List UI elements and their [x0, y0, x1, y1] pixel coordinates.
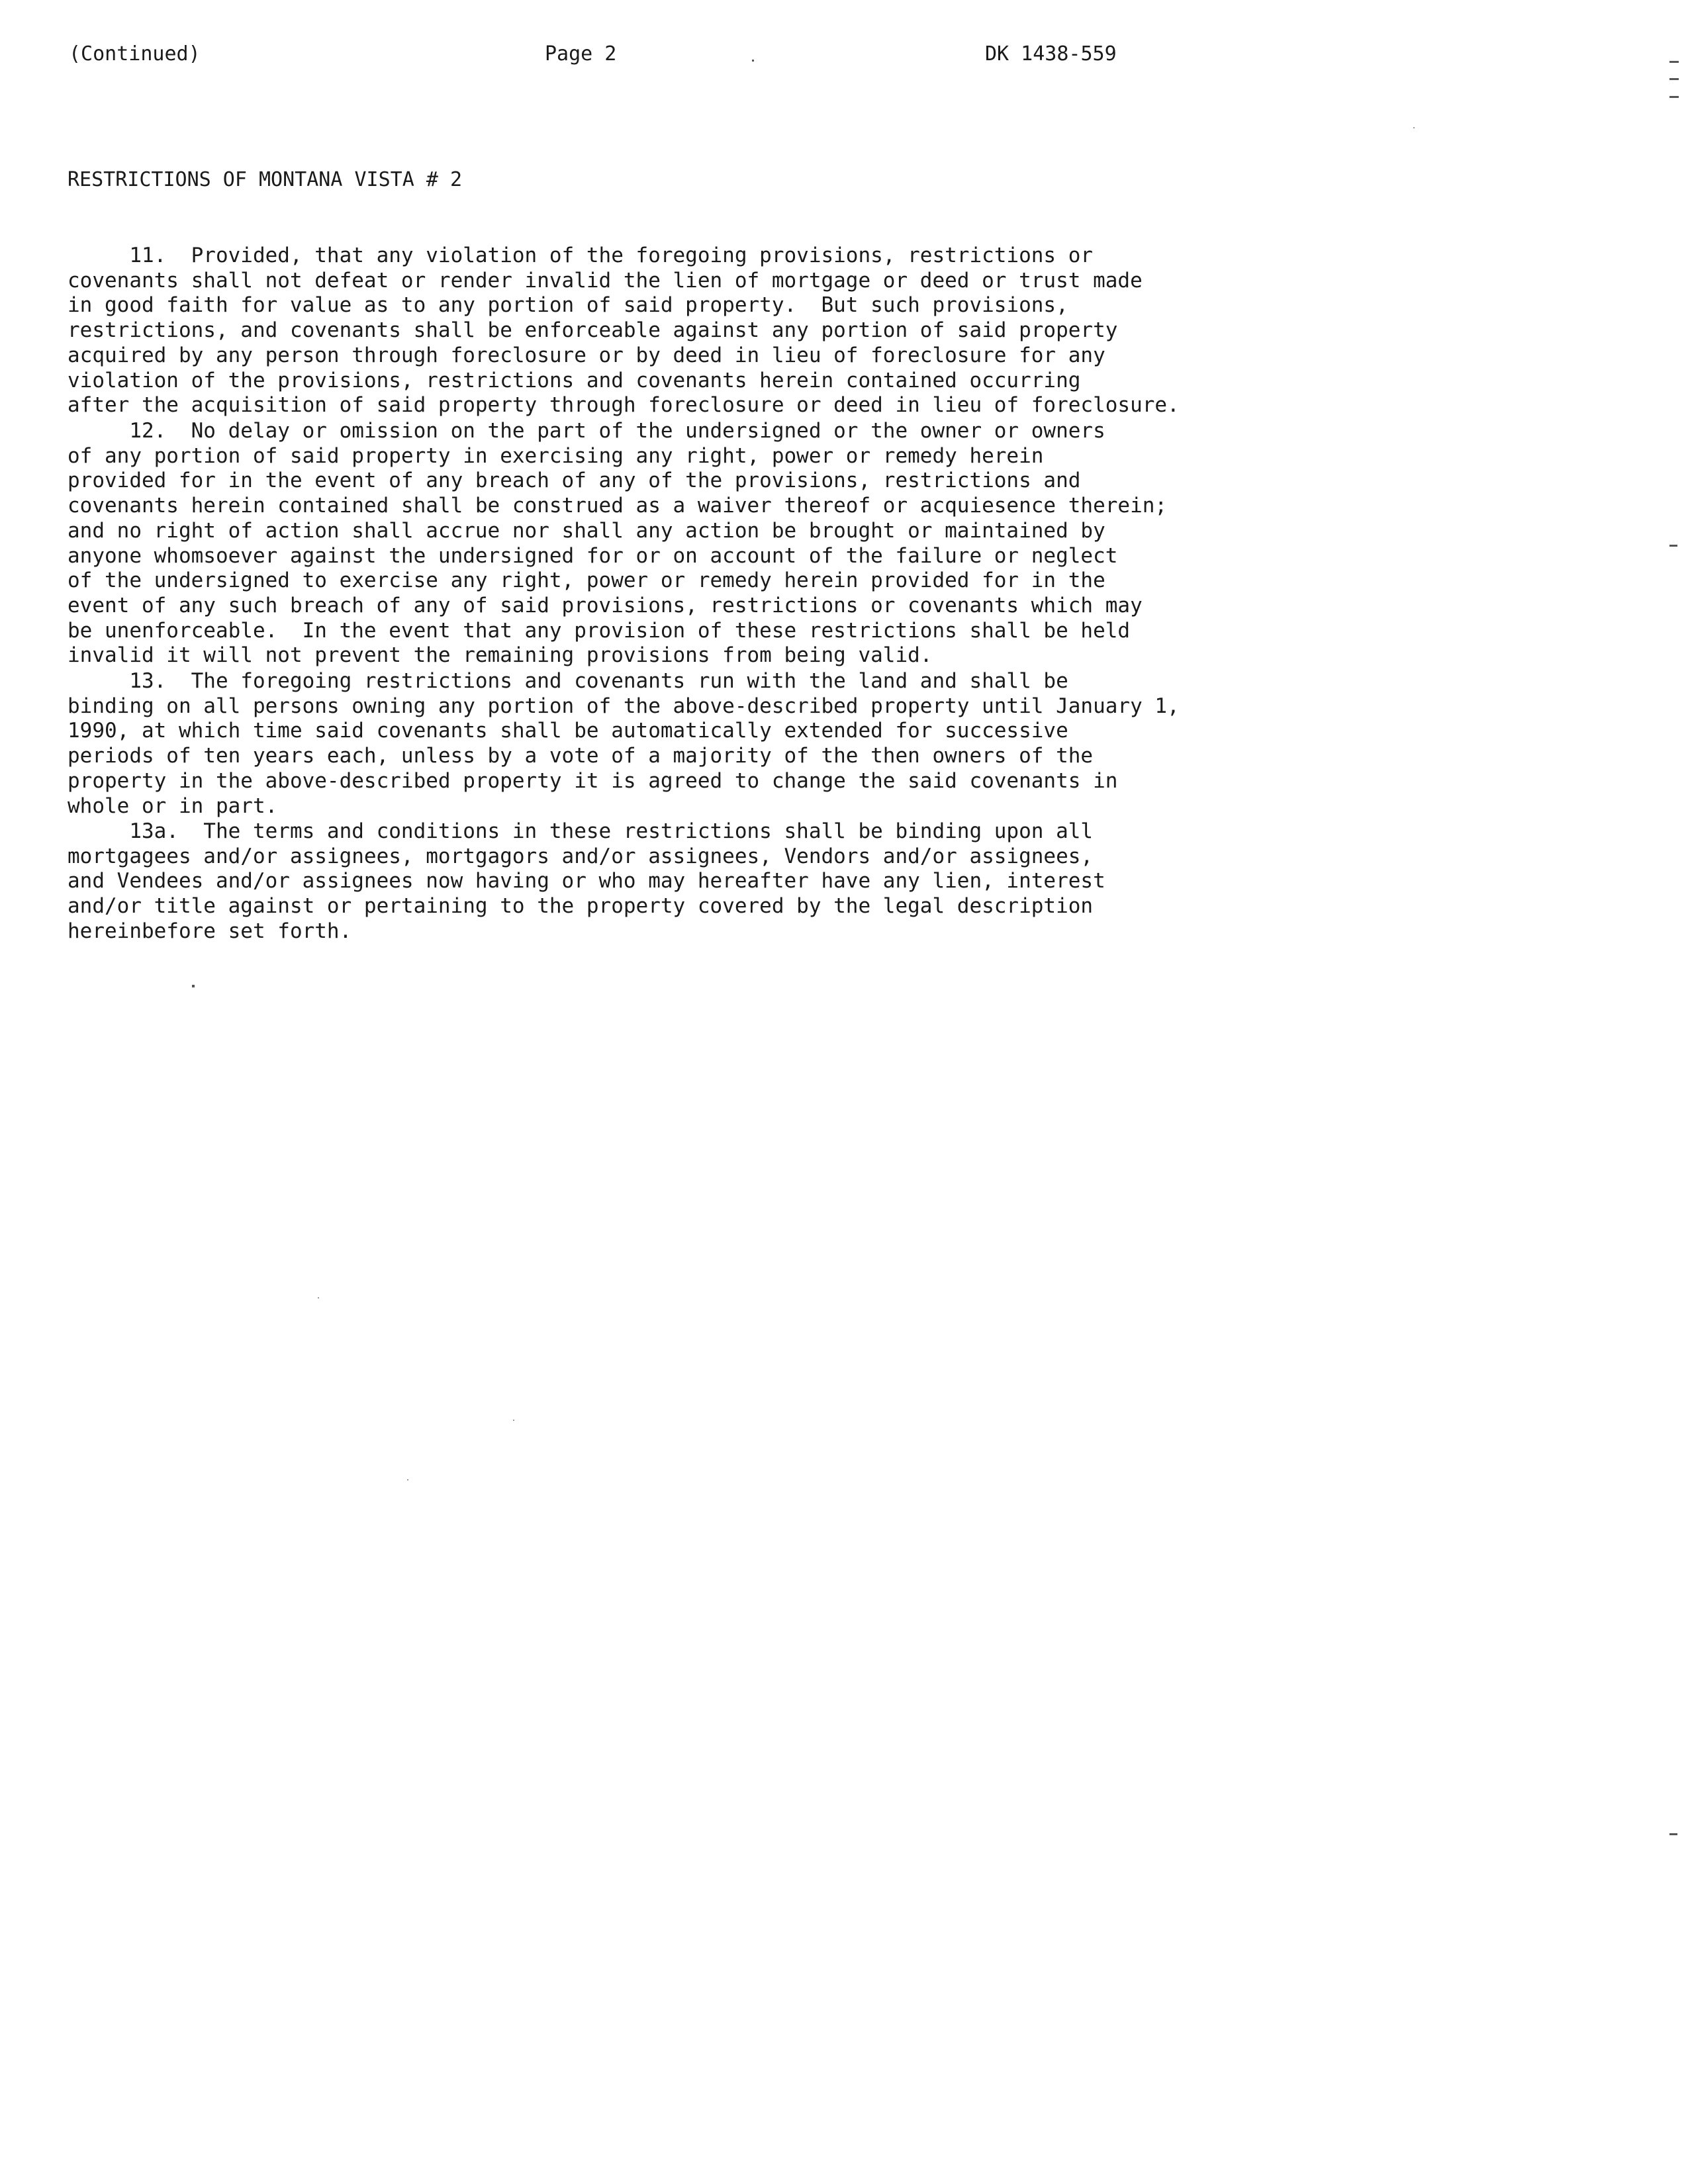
scan-mark [407, 1479, 408, 1480]
header-page-number: Page 2 [545, 42, 617, 66]
scan-mark [1669, 96, 1679, 98]
paragraph-12: 12. No delay or omission on the part of the undersigned or the owner or owners of any portion of said property in exercising any right, power or remedy herein provided for in the event of any breach of any of the provisions, restrictions and covenants herein contained shall be construed as a waiver thereof or acquiesence therein; and no right of action shall accrue nor shall any action be brought or maintained by anyone whomsoever against the undersigned for or on account of the failure or neglect of the undersigned to exercise any right, power or remedy herein provided for in the event of any such breach of any of said provisions, restrictions or covenants which may be unenforceable. In the event that any provision of these restrictions shall be held invalid it will not prevent the remaining provisions from being valid. [68, 419, 1168, 668]
header-continued-label: (Continued) [69, 42, 201, 66]
scan-mark [192, 985, 195, 987]
scan-mark [318, 1297, 319, 1298]
scan-mark [1669, 545, 1677, 547]
header-book-reference: DK 1438-559 [985, 42, 1117, 66]
scan-mark [1669, 1833, 1677, 1835]
paragraph-11: 11. Provided, that any violation of the foregoing provisions, restrictions or covenants shall not defeat or render invalid the lien of mortgage or deed or trust made in good faith for value as to any portion of said property. But such provisions, restrictions, and covenants shall be enforceable against any portion of said property acquired by any person through foreclosure or by deed in lieu of foreclosure for any violation of the provisions, restrictions and covenants herein contained occurring after the acquisition of said property through foreclosure or deed in lieu of foreclosure. [68, 244, 1180, 418]
paragraph-13a: 13a. The terms and conditions in these restrictions shall be binding upon all mortgagees and/or assignees, mortgagors and/or assignees, Vendors and/or assignees, and Vendees and/or assignees now having or who may hereafter have any lien, interest and/or title against or pertaining to the property covered by the legal description hereinbefore set forth. [68, 819, 1105, 943]
scan-mark [752, 60, 754, 62]
scan-mark [1413, 127, 1415, 128]
scan-mark [1669, 78, 1679, 80]
scan-mark [513, 1420, 514, 1421]
document-title: RESTRICTIONS OF MONTANA VISTA # 2 [68, 168, 463, 191]
scan-mark [1669, 61, 1679, 63]
paragraph-13: 13. The foregoing restrictions and covenants run with the land and shall be binding on all persons owning any portion of the above-described property until January 1, 1990, at which time said covenants shall be automatically extended for successive periods of ten years each, unless by a vote of a majority of the then owners of the property in the above-described property it is agreed to change the said covenants in whole or in part. [68, 669, 1180, 818]
